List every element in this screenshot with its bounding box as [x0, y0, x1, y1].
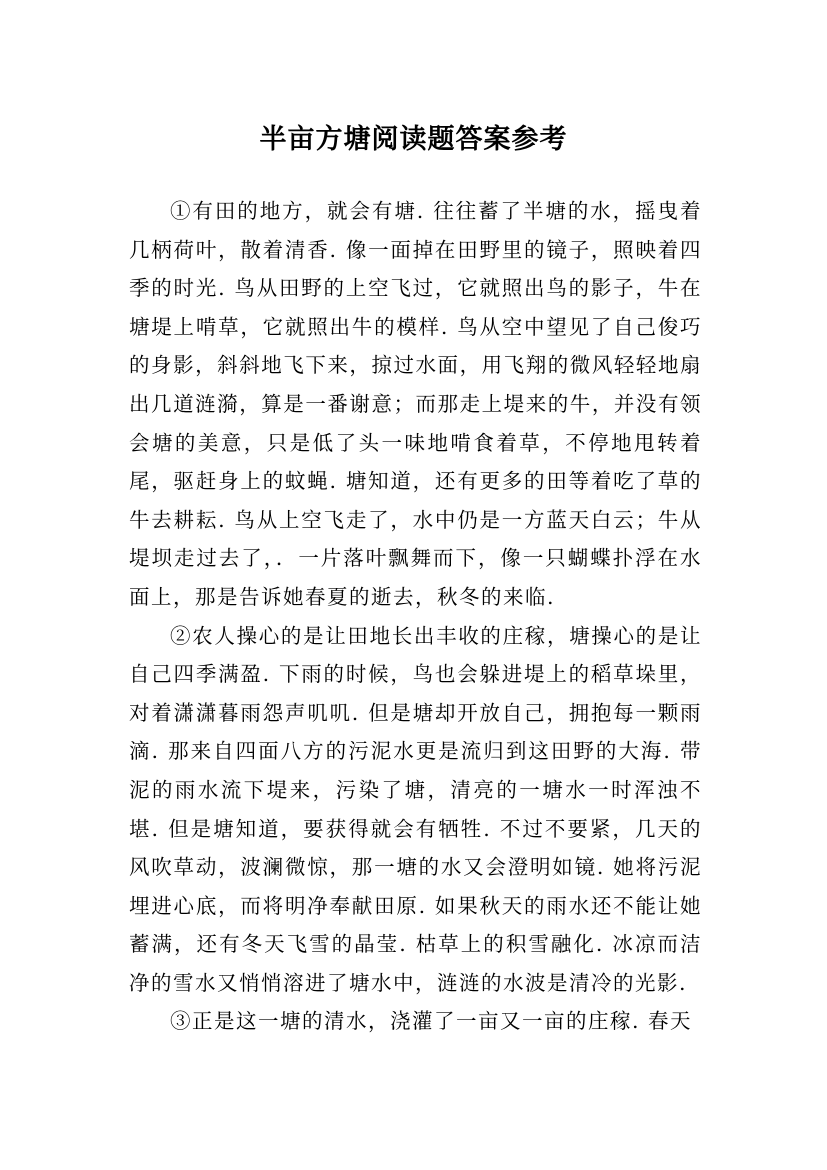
paragraph-3: ③正是这一塘的清水，浇灌了一亩又一亩的庄稼. 春天	[170, 1009, 693, 1034]
document-title: 半亩方塘阅读题答案参考	[259, 124, 568, 156]
paragraph-1: ①有田的地方，就会有塘. 往往蓄了半塘的水，摇曳着几柄荷叶，散着清香. 像一面掉在田野里的镜子，照映着四季的时光. 鸟从田野的上空飞过，它就照出鸟的影子，牛在塘堤上啃草，它就照出牛的模样. 鸟从空中望见了自己俊巧的身影，斜斜地飞下来，掠过水面，用飞翔的微风轻轻地扇出几道涟漪，算是一番谢意；而那走上堤来的牛，并没有领会塘的美意，只是低了头一味地啃食着草，不停地甩转着尾，驱赶身上的蚊蝇. 塘知道，还有更多的田等着吃了草的牛去耕耘. 鸟从上空飞走了，水中仍是一方蓝天白云；牛从堤坝走过去了，．一片落叶飘舞而下，像一只蝴蝶扑浮在水面上，那是告诉她春夏的逝去，秋冬的来临.	[129, 199, 702, 609]
document-body	[129, 192, 702, 1041]
paragraph-2: ②农人操心的是让田地长出丰收的庄稼，塘操心的是让自己四季满盈. 下雨的时候，鸟也会躲进堤上的稻草垛里，对着潇潇暮雨怨声叽叽. 但是塘却开放自己，拥抱每一颗雨滴. 那来自四面八方的污泥水更是流归到这田野的大海. 带泥的雨水流下堤来，污染了塘，清亮的一塘水一时浑浊不堪. 但是塘知道，要获得就会有牺牲. 不过不要紧，几天的风吹草动，波澜微惊，那一塘的水又会澄明如镜. 她将污泥埋进心底，而将明净奉献田原. 如果秋天的雨水还不能让她蓄满，还有冬天飞雪的晶莹. 枯草上的积雪融化. 冰凉而洁净的雪水又悄悄溶进了塘水中，涟涟的水波是清冷的光影.	[129, 623, 702, 995]
